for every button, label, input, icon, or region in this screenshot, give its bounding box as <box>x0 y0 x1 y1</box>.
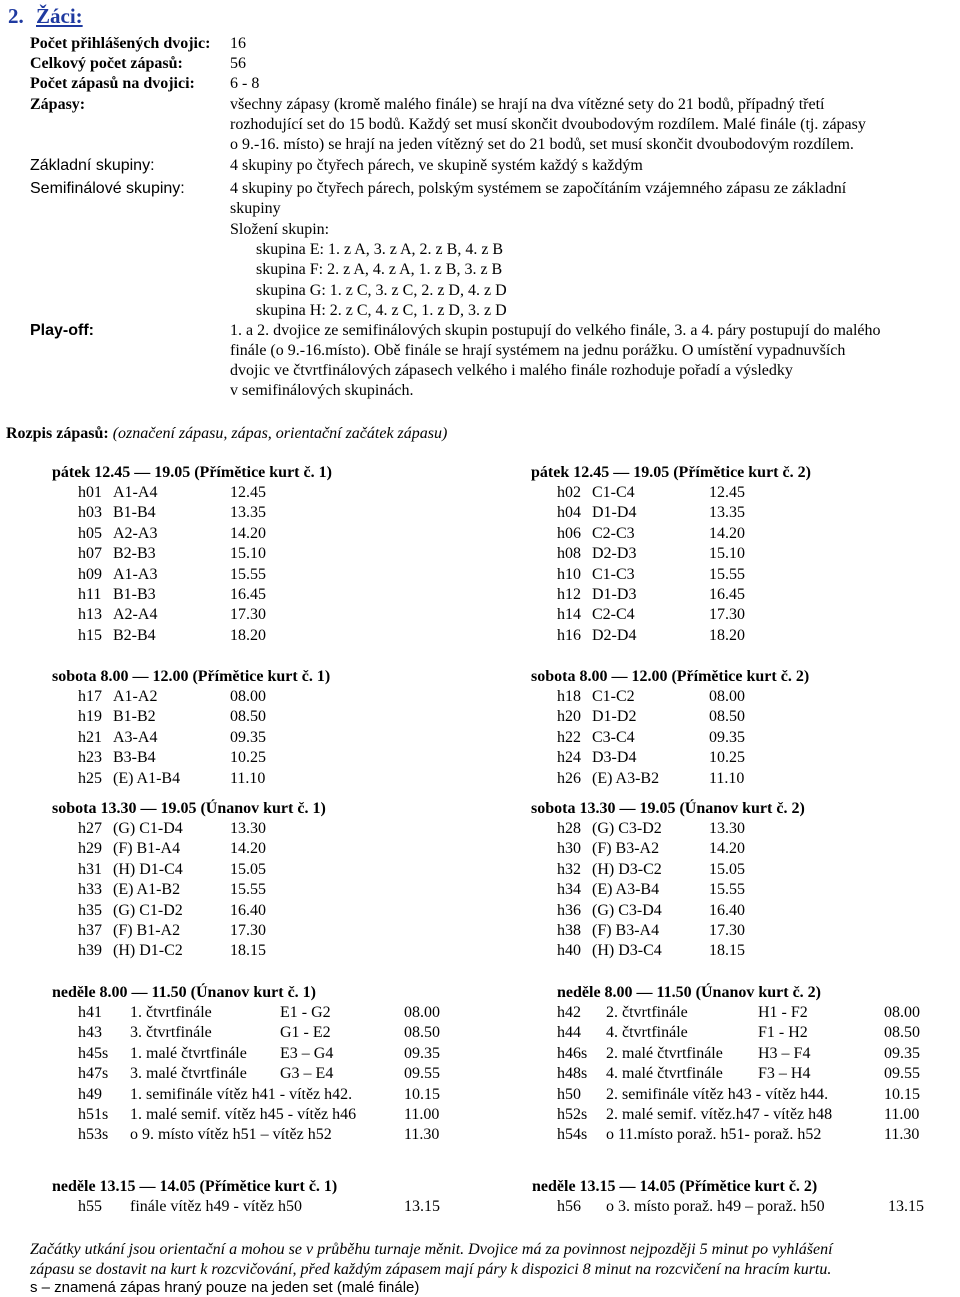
match-id: h22 <box>557 728 581 746</box>
match-id: h06 <box>557 524 581 542</box>
match-pair: D3-D4 <box>592 749 637 767</box>
sunday2-right-header: neděle 13.15 — 14.05 (Přímětice kurt č. 2) <box>532 1178 818 1195</box>
match-pair: (G) C1-D4 <box>113 820 183 837</box>
match-pair: (E) A1-B4 <box>113 769 181 787</box>
match-time: 16.40 <box>709 901 745 919</box>
match-time: 14.20 <box>709 840 745 858</box>
match-time: 14.20 <box>230 524 266 542</box>
match-pair: F3 – H4 <box>758 1065 811 1083</box>
match-time: 16.45 <box>709 586 745 603</box>
sunday1-right-header: neděle 8.00 — 11.50 (Únanov kurt č. 2) <box>557 984 821 1001</box>
match-id: h09 <box>78 565 102 583</box>
match-pair: C2-C4 <box>592 606 635 624</box>
match-time: 08.00 <box>884 1004 920 1021</box>
match-id: h02 <box>557 484 581 501</box>
match-id: h30 <box>557 840 581 858</box>
match-id: h24 <box>557 749 581 767</box>
match-pair: (H) D3-C4 <box>592 942 662 960</box>
match-id: h56 <box>557 1198 581 1215</box>
match-id: h27 <box>78 820 102 837</box>
schedule-title-note: (označení zápasu, zápas, orientační začátek zápasu) <box>108 425 448 442</box>
playoff-label: Play-off: <box>30 322 94 339</box>
match-id: h45s <box>78 1044 109 1062</box>
match-time: 08.50 <box>709 708 745 726</box>
match-time: 10.25 <box>230 749 266 767</box>
match-time: 08.00 <box>404 1004 440 1021</box>
match-pair: D2-D4 <box>592 626 637 644</box>
match-pair: (G) C3-D4 <box>592 901 662 919</box>
match-time: 15.10 <box>709 545 745 563</box>
match-time: 11.10 <box>230 769 266 787</box>
matches-line: o 9.-16. místo) se hrají na jeden vítězný set do 21 bodů, set musí skončit dvoubodovým rozdílem. <box>230 136 854 153</box>
day-header: sobota 8.00 — 12.00 (Přímětice kurt č. 1) <box>52 668 331 685</box>
match-pair: A3-A4 <box>113 728 158 746</box>
day-header: sobota 13.30 — 19.05 (Únanov kurt č. 2) <box>531 800 805 817</box>
match-round: 2. semifinále vítěz h43 - vítěz h44. <box>606 1085 829 1103</box>
match-round: 2. malé semif. vítěz.h47 - vítěz h48 <box>606 1106 833 1123</box>
footer-note: Začátky utkání jsou orientační a mohou se v průběhu turnaje měnit. Dvojice má za povinnost nejpozději 5 minut po vyhlášení <box>30 1241 833 1258</box>
schedule-title <box>6 424 447 444</box>
match-round: o 11.místo poraž. h51- poraž. h52 <box>606 1126 822 1144</box>
match-time: 18.15 <box>230 942 266 960</box>
match-id: h49 <box>78 1085 102 1103</box>
perpair-label: Počet zápasů na dvojici: <box>30 75 195 92</box>
playoff-line: dvojic ve čtvrtfinálových zápasech velkého i malého finále rozhoduje pořadí a výsledky <box>230 362 793 379</box>
match-pair: (H) D1-C2 <box>113 942 183 960</box>
day-header: sobota 13.30 — 19.05 (Únanov kurt č. 1) <box>52 800 326 817</box>
match-time: 09.55 <box>404 1065 440 1083</box>
match-id: h17 <box>78 688 102 705</box>
match-round: 3. čtvrtfinále <box>130 1024 212 1042</box>
match-time: 13.15 <box>404 1198 440 1215</box>
match-id: h11 <box>78 586 102 603</box>
match-time: 16.40 <box>230 901 266 919</box>
match-id: h50 <box>557 1085 581 1103</box>
match-time: 08.50 <box>404 1024 440 1042</box>
match-id: h32 <box>557 860 581 878</box>
match-id: h54s <box>557 1126 588 1144</box>
match-round: 1. čtvrtfinále <box>130 1004 212 1021</box>
match-id: h01 <box>78 484 102 501</box>
match-id: h18 <box>557 688 581 705</box>
semi-line: skupiny <box>230 200 281 217</box>
section-number: 2. <box>8 4 24 28</box>
match-id: h26 <box>557 769 581 787</box>
match-time: 15.55 <box>709 565 745 583</box>
schedule-title-bold: Rozpis zápasů: <box>6 425 109 442</box>
total-value: 56 <box>230 55 246 72</box>
match-pair: A2-A3 <box>113 524 158 542</box>
match-time: 09.35 <box>404 1044 440 1062</box>
match-pair: (H) D3-C2 <box>592 860 662 878</box>
match-pair: D2-D3 <box>592 545 637 563</box>
match-pair: C1-C2 <box>592 688 635 705</box>
match-id: h03 <box>78 504 102 522</box>
match-round: 2. malé čtvrtfinále <box>606 1044 723 1062</box>
match-time: 11.00 <box>884 1106 920 1123</box>
composition-label: Složení skupin: <box>230 221 330 238</box>
match-id: h08 <box>557 545 581 563</box>
match-time: 13.15 <box>888 1198 924 1215</box>
match-id: h35 <box>78 901 102 919</box>
match-time: 13.35 <box>230 504 266 522</box>
match-time: 18.20 <box>230 626 266 644</box>
semi-line: 4 skupiny po čtyřech párech, polským systémem se započítáním vzájemného zápasu ze základní <box>230 180 847 197</box>
match-pair: B3-B4 <box>113 749 156 767</box>
matches-line: všechny zápasy (kromě malého finále) se hrají na dva vítězné sety do 21 bodů, případný třetí <box>230 96 825 113</box>
match-round: 1. malé čtvrtfinále <box>130 1044 247 1062</box>
match-id: h37 <box>78 922 102 939</box>
match-round: 3. malé čtvrtfinále <box>130 1065 247 1083</box>
match-id: h42 <box>557 1004 581 1021</box>
playoff-line: 1. a 2. dvojice ze semifinálových skupin postupují do velkého finále, 3. a 4. páry postupují do malého <box>230 322 881 339</box>
match-id: h51s <box>78 1106 109 1123</box>
match-id: h28 <box>557 820 581 837</box>
perpair-value: 6 - 8 <box>230 75 260 92</box>
match-pair: C1-C3 <box>592 565 635 583</box>
day-header: pátek 12.45 — 19.05 (Přímětice kurt č. 2) <box>531 464 811 481</box>
match-pair: (G) C1-D2 <box>113 901 183 919</box>
match-id: h36 <box>557 901 581 919</box>
footer-note: zápasu se dostavit na kurt k rozcvičování, před každým zápasem mají páry k dispozici 8 minut na rozcvičení na hracím kurtu. <box>30 1261 832 1278</box>
match-time: 15.55 <box>230 881 266 899</box>
section-title: Žáci: <box>36 4 83 28</box>
match-id: h31 <box>78 860 102 878</box>
match-pair: G1 - E2 <box>280 1024 331 1042</box>
match-id: h41 <box>78 1004 102 1021</box>
match-id: h12 <box>557 586 581 603</box>
match-pair: H1 - F2 <box>758 1004 808 1021</box>
matches-label: Zápasy: <box>30 96 86 113</box>
match-time: 17.30 <box>709 922 745 939</box>
match-time: 14.20 <box>709 524 745 542</box>
match-pair: D1-D2 <box>592 708 637 726</box>
match-id: h33 <box>78 881 102 899</box>
match-time: 10.15 <box>404 1085 440 1103</box>
match-pair: (E) A3-B2 <box>592 769 660 787</box>
match-time: 14.20 <box>230 840 266 858</box>
group-line: skupina F: 2. z A, 4. z A, 1. z B, 3. z B <box>256 261 503 278</box>
match-pair: G3 – E4 <box>280 1065 334 1083</box>
semi-label: Semifinálové skupiny: <box>30 180 185 197</box>
match-time: 15.55 <box>709 881 745 899</box>
match-time: 17.30 <box>709 606 745 624</box>
basic-value: 4 skupiny po čtyřech párech, ve skupině systém každý s každým <box>230 157 643 174</box>
match-id: h44 <box>557 1024 581 1042</box>
match-pair: (F) B3-A4 <box>592 922 660 939</box>
match-id: h15 <box>78 626 102 644</box>
match-time: 09.55 <box>884 1065 920 1083</box>
match-id: h46s <box>557 1044 588 1062</box>
match-time: 11.10 <box>709 769 745 787</box>
match-pair: B1-B4 <box>113 504 156 522</box>
match-id: h34 <box>557 881 581 899</box>
match-id: h29 <box>78 840 102 858</box>
match-pair: A1-A3 <box>113 565 158 583</box>
day-header: pátek 12.45 — 19.05 (Přímětice kurt č. 1) <box>52 464 332 481</box>
match-id: h40 <box>557 942 581 960</box>
match-id: h16 <box>557 626 581 644</box>
match-round: o 9. místo vítěz h51 – vítěz h52 <box>130 1126 332 1144</box>
match-round: 4. malé čtvrtfinále <box>606 1065 723 1083</box>
match-pair: D1-D3 <box>592 586 637 603</box>
match-round: 2. čtvrtfinále <box>606 1004 688 1021</box>
match-id: h10 <box>557 565 581 583</box>
match-pair: C2-C3 <box>592 524 635 542</box>
match-pair: C3-C4 <box>592 728 635 746</box>
match-id: h53s <box>78 1126 109 1144</box>
basic-label: Základní skupiny: <box>30 157 155 174</box>
match-id: h48s <box>557 1065 588 1083</box>
match-pair: B2-B4 <box>113 626 156 644</box>
match-time: 10.25 <box>709 749 745 767</box>
match-id: h13 <box>78 606 102 624</box>
match-time: 17.30 <box>230 606 266 624</box>
match-time: 15.05 <box>230 860 266 878</box>
footer-legend: s – znamená zápas hraný pouze na jeden set (malé finále) <box>30 1279 420 1296</box>
match-pair: B2-B3 <box>113 545 156 563</box>
match-text: finále vítěz h49 - vítěz h50 <box>130 1198 302 1215</box>
match-time: 08.50 <box>230 708 266 726</box>
match-time: 11.00 <box>404 1106 440 1123</box>
match-pair: (E) A1-B2 <box>113 881 181 899</box>
match-pair: B1-B3 <box>113 586 156 603</box>
group-line: skupina H: 2. z C, 4. z C, 1. z D, 3. z D <box>256 302 507 319</box>
match-id: h21 <box>78 728 102 746</box>
match-id: h04 <box>557 504 581 522</box>
match-time: 18.20 <box>709 626 745 644</box>
total-label: Celkový počet zápasů: <box>30 55 183 72</box>
match-id: h52s <box>557 1106 588 1123</box>
match-id: h55 <box>78 1198 102 1215</box>
match-pair: (H) D1-C4 <box>113 860 183 878</box>
match-id: h38 <box>557 922 581 939</box>
match-id: h23 <box>78 749 102 767</box>
playoff-line: finále (o 9.-16.místo). Obě finále se hrají systémem na jednu porážku. O umístění vypadnuvších <box>230 342 846 359</box>
match-time: 08.00 <box>230 688 266 705</box>
sunday2-left-header: neděle 13.15 — 14.05 (Přímětice kurt č. 1) <box>52 1178 338 1195</box>
match-pair: H3 – F4 <box>758 1044 811 1062</box>
match-pair: C1-C4 <box>592 484 635 501</box>
match-time: 09.35 <box>884 1044 920 1062</box>
match-time: 16.45 <box>230 586 266 603</box>
match-round: 1. semifinále vítěz h41 - vítěz h42. <box>130 1085 353 1103</box>
match-pair: B1-B2 <box>113 708 156 726</box>
match-pair: (G) C3-D2 <box>592 820 662 837</box>
match-time: 09.35 <box>709 728 745 746</box>
match-time: 09.35 <box>230 728 266 746</box>
match-pair: (F) B3-A2 <box>592 840 660 858</box>
match-round: 4. čtvrtfinále <box>606 1024 688 1042</box>
match-pair: E1 - G2 <box>280 1004 331 1021</box>
match-time: 10.15 <box>884 1085 920 1103</box>
group-line: skupina G: 1. z C, 3. z C, 2. z D, 4. z D <box>256 282 507 299</box>
match-time: 11.30 <box>404 1126 440 1144</box>
match-id: h14 <box>557 606 581 624</box>
match-time: 11.30 <box>884 1126 920 1144</box>
match-pair: A2-A4 <box>113 606 158 624</box>
match-pair: D1-D4 <box>592 504 637 522</box>
match-pair: E3 – G4 <box>280 1044 334 1062</box>
match-time: 15.10 <box>230 545 266 563</box>
match-id: h39 <box>78 942 102 960</box>
match-time: 18.15 <box>709 942 745 960</box>
registered-value: 16 <box>230 35 246 52</box>
match-time: 12.45 <box>230 484 266 501</box>
match-id: h19 <box>78 708 102 726</box>
day-header: sobota 8.00 — 12.00 (Přímětice kurt č. 2) <box>531 668 810 685</box>
match-pair: F1 - H2 <box>758 1024 808 1042</box>
match-id: h47s <box>78 1065 109 1083</box>
match-time: 15.55 <box>230 565 266 583</box>
match-id: h05 <box>78 524 102 542</box>
group-line: skupina E: 1. z A, 3. z A, 2. z B, 4. z B <box>256 241 504 258</box>
match-pair: (F) B1-A4 <box>113 840 181 858</box>
match-text: o 3. místo poraž. h49 – poraž. h50 <box>606 1198 825 1215</box>
match-pair: A1-A4 <box>113 484 158 501</box>
match-time: 13.35 <box>709 504 745 522</box>
match-id: h43 <box>78 1024 102 1042</box>
match-time: 12.45 <box>709 484 745 501</box>
registered-label: Počet přihlášených dvojic: <box>30 35 211 52</box>
match-time: 17.30 <box>230 922 266 939</box>
sunday1-left-header: neděle 8.00 — 11.50 (Únanov kurt č. 1) <box>52 984 316 1001</box>
playoff-line: v semifinálových skupinách. <box>230 382 414 399</box>
match-time: 08.50 <box>884 1024 920 1042</box>
match-round: 1. malé semif. vítěz h45 - vítěz h46 <box>130 1106 357 1123</box>
match-time: 13.30 <box>709 820 745 837</box>
match-pair: A1-A2 <box>113 688 158 705</box>
match-time: 15.05 <box>709 860 745 878</box>
match-id: h20 <box>557 708 581 726</box>
matches-line: rozhodující set do 15 bodů. Každý set musí skončit dvoubodovým rozdílem. Malé finále (tj. zápasy <box>230 116 866 133</box>
match-id: h07 <box>78 545 102 563</box>
match-pair: (F) B1-A2 <box>113 922 181 939</box>
match-time: 13.30 <box>230 820 266 837</box>
match-id: h25 <box>78 769 102 787</box>
match-time: 08.00 <box>709 688 745 705</box>
match-pair: (E) A3-B4 <box>592 881 660 899</box>
